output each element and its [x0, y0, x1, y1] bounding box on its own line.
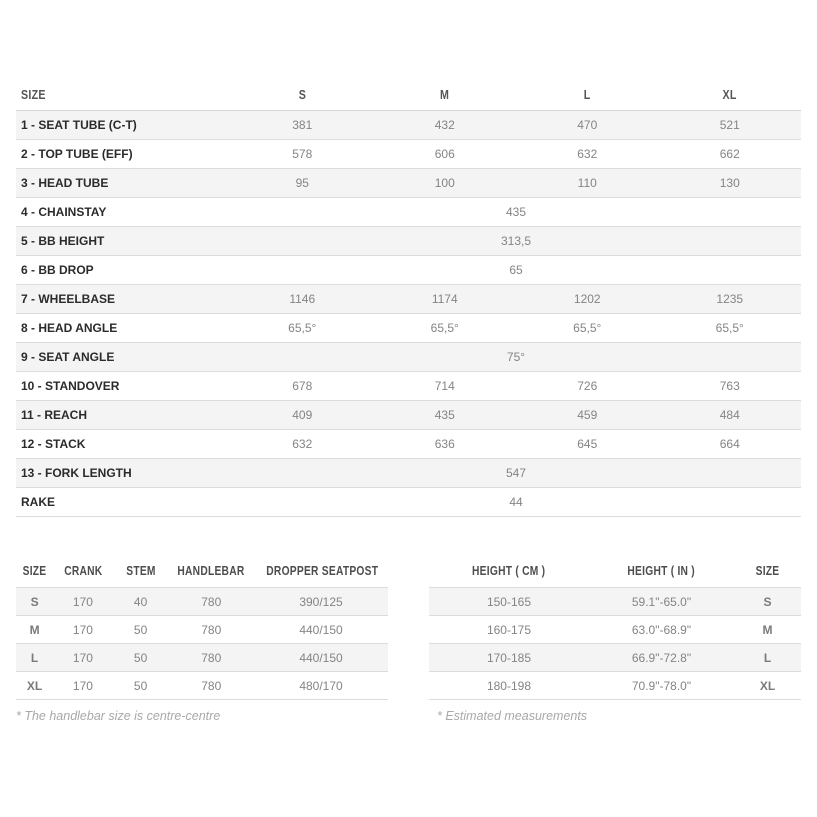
cell-value-l: 726 — [577, 378, 598, 393]
row-label: 12 - STACK — [21, 436, 86, 451]
cell-value-s: 409 — [292, 407, 313, 422]
header-row — [429, 555, 801, 588]
column-header-l: L — [516, 80, 659, 110]
components-table-body — [16, 588, 388, 700]
cell-value-merged: 435 — [505, 204, 527, 219]
table-row-bb-drop — [16, 255, 801, 284]
cell-value-xl: 130 — [719, 175, 740, 190]
row-label: 5 - BB HEIGHT — [21, 233, 105, 248]
cell-value-merged: 75° — [506, 349, 526, 364]
stem-cell: 50 — [133, 622, 148, 637]
table-row-head-tube — [16, 168, 801, 197]
components-table — [16, 555, 388, 701]
cell-value-merged: 65 — [509, 262, 523, 277]
stem-cell: 50 — [133, 650, 148, 665]
table-row-size-s — [16, 588, 388, 616]
column-header-size: SIZE — [16, 80, 231, 110]
height-in-cell: 63.0"-68.9" — [631, 622, 692, 637]
row-label: 13 - FORK LENGTH — [21, 465, 132, 480]
row-label: RAKE — [21, 494, 56, 509]
row-label: 3 - HEAD TUBE — [21, 175, 109, 190]
row-label: 9 - SEAT ANGLE — [21, 349, 115, 364]
height-in-cell: 66.9"-72.8" — [631, 650, 692, 665]
cell-value-merged: 44 — [509, 494, 523, 509]
crank-cell: 170 — [72, 594, 93, 609]
table-row-size-l — [16, 644, 388, 672]
table-row-stack — [16, 429, 801, 458]
stem-cell: 50 — [133, 678, 148, 693]
crank-cell: 170 — [72, 622, 93, 637]
size-cell: L — [30, 650, 39, 665]
components-table-header — [16, 555, 388, 588]
cell-value-l: 459 — [577, 407, 598, 422]
cell-value-l: 645 — [577, 436, 598, 451]
cell-value-s: 1146 — [289, 291, 316, 306]
cell-value-xl: 521 — [719, 117, 740, 132]
row-label: 1 - SEAT TUBE (C-T) — [21, 117, 137, 132]
header-row — [16, 80, 801, 110]
column-header-handlebar: HANDLEBAR — [177, 563, 245, 578]
components-section — [16, 555, 388, 724]
handlebar-cell: 780 — [201, 622, 222, 637]
cell-value-xl: 484 — [719, 407, 740, 422]
cell-value-s: 632 — [292, 436, 313, 451]
table-row-chainstay — [16, 197, 801, 226]
table-row-seat-tube — [16, 110, 801, 139]
size-cell: S — [763, 594, 772, 609]
column-header-height-in: HEIGHT ( IN ) — [627, 563, 696, 578]
cell-value-m: 636 — [434, 436, 455, 451]
geometry-table-wrapper — [16, 80, 801, 517]
column-header-size: SIZE — [22, 563, 47, 578]
height-in-cell: 59.1"-65.0" — [631, 594, 692, 609]
column-header-stem: STEM — [125, 563, 156, 578]
row-label: 10 - STANDOVER — [21, 378, 120, 393]
sizing-section — [429, 555, 801, 724]
row-label: 6 - BB DROP — [21, 262, 94, 277]
row-label: 2 - TOP TUBE (EFF) — [21, 146, 133, 161]
height-cm-cell: 170-185 — [486, 650, 531, 665]
table-row-seat-angle — [16, 342, 801, 371]
cell-value-xl: 65,5° — [715, 320, 744, 335]
column-header-m: M — [374, 80, 517, 110]
handlebar-cell: 780 — [201, 650, 222, 665]
size-cell: M — [762, 622, 773, 637]
cell-value-s: 678 — [292, 378, 313, 393]
cell-value-merged: 313,5 — [500, 233, 532, 248]
column-header-crank: CRANK — [63, 563, 103, 578]
size-cell: L — [763, 650, 772, 665]
stem-cell: 40 — [133, 594, 148, 609]
size-cell: S — [30, 594, 39, 609]
cell-value-l: 470 — [577, 117, 598, 132]
table-row-bb-height — [16, 226, 801, 255]
geometry-table — [16, 80, 801, 517]
table-row-head-angle — [16, 313, 801, 342]
table-row-rake — [16, 487, 801, 516]
table-row-size-m — [429, 616, 801, 644]
column-header-s: S — [231, 80, 374, 110]
sizing-table-header — [429, 555, 801, 588]
column-header-height-cm: HEIGHT ( CM ) — [472, 563, 546, 578]
column-header-size: SIZE — [755, 563, 780, 578]
table-row-top-tube — [16, 139, 801, 168]
row-label: 8 - HEAD ANGLE — [21, 320, 118, 335]
dropper-cell: 440/150 — [299, 622, 343, 637]
geometry-table-header — [16, 80, 801, 110]
cell-value-s: 381 — [292, 117, 313, 132]
cell-value-xl: 664 — [719, 436, 740, 451]
crank-cell: 170 — [72, 650, 93, 665]
dropper-cell: 390/125 — [299, 594, 343, 609]
cell-value-xl: 1235 — [716, 291, 744, 306]
row-label: 4 - CHAINSTAY — [21, 204, 107, 219]
measurements-footnote: * Estimated measurements — [437, 709, 588, 723]
handlebar-cell: 780 — [201, 594, 222, 609]
table-row-standover — [16, 371, 801, 400]
cell-value-s: 95 — [295, 175, 309, 190]
cell-value-m: 435 — [434, 407, 455, 422]
cell-value-m: 65,5° — [430, 320, 459, 335]
table-row-reach — [16, 400, 801, 429]
handlebar-cell: 780 — [201, 678, 222, 693]
cell-value-m: 100 — [434, 175, 455, 190]
table-row-fork-length — [16, 458, 801, 487]
table-row-size-xl — [429, 672, 801, 700]
header-row — [16, 555, 388, 588]
table-row-size-l — [429, 644, 801, 672]
table-row-wheelbase — [16, 284, 801, 313]
dropper-cell: 440/150 — [299, 650, 343, 665]
geometry-table-body — [16, 110, 801, 516]
column-header-xl: XL — [659, 80, 802, 110]
height-cm-cell: 150-165 — [486, 594, 531, 609]
cell-value-l: 1202 — [573, 291, 601, 306]
cell-value-merged: 547 — [505, 465, 527, 480]
dropper-cell: 480/170 — [299, 678, 343, 693]
bottom-section — [16, 555, 817, 724]
cell-value-xl: 763 — [719, 378, 740, 393]
cell-value-m: 432 — [434, 117, 455, 132]
size-cell: XL — [759, 678, 776, 693]
cell-value-l: 632 — [577, 146, 598, 161]
table-row-size-m — [16, 616, 388, 644]
row-label: 7 - WHEELBASE — [21, 291, 116, 306]
height-cm-cell: 180-198 — [486, 678, 531, 693]
table-row-size-s — [429, 588, 801, 616]
cell-value-xl: 662 — [719, 146, 740, 161]
cell-value-m: 606 — [434, 146, 455, 161]
table-row-size-xl — [16, 672, 388, 700]
column-header-dropper-seatpost: DROPPER SEATPOST — [266, 563, 379, 578]
size-cell: M — [29, 622, 40, 637]
cell-value-m: 714 — [434, 378, 455, 393]
sizing-table-body — [429, 588, 801, 700]
row-label: 11 - REACH — [21, 407, 88, 422]
cell-value-s: 65,5° — [288, 320, 317, 335]
cell-value-l: 110 — [577, 175, 597, 190]
handlebar-footnote: * The handlebar size is centre-centre — [16, 709, 221, 723]
height-in-cell: 70.9"-78.0" — [631, 678, 692, 693]
cell-value-m: 1174 — [431, 291, 458, 306]
cell-value-l: 65,5° — [573, 320, 602, 335]
size-cell: XL — [26, 678, 43, 693]
cell-value-s: 578 — [292, 146, 313, 161]
height-cm-cell: 160-175 — [486, 622, 531, 637]
sizing-table — [429, 555, 801, 701]
crank-cell: 170 — [72, 678, 93, 693]
